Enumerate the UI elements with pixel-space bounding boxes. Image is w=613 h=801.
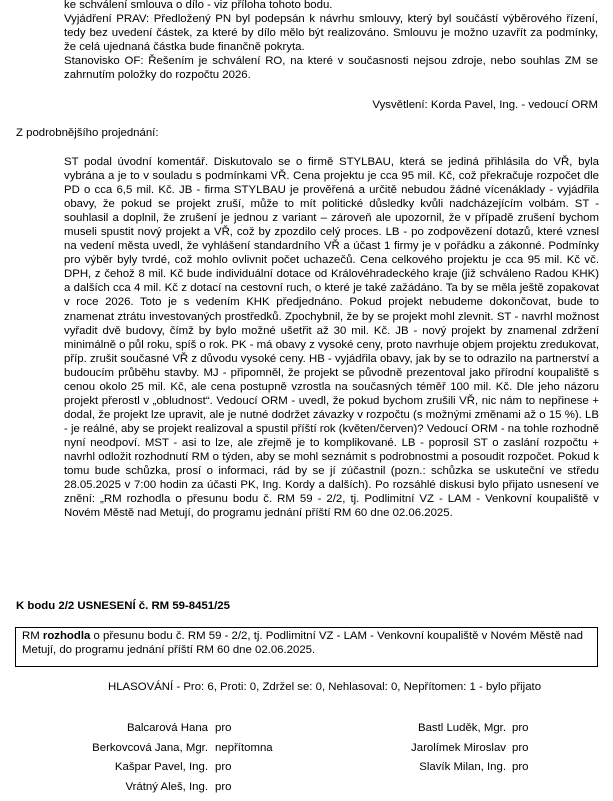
member-vote: pro	[512, 742, 529, 754]
member-name: Bastl Luděk, Mgr.	[417, 722, 506, 734]
member-name: Kašpar Pavel, Ing.	[114, 761, 208, 773]
member-vote: nepřítomna	[215, 742, 273, 754]
member-row	[0, 741, 300, 757]
member-name: Slavík Milan, Ing.	[419, 761, 506, 773]
resolution-heading: K bodu 2/2 USNESENÍ č. RM 59-8451/25	[16, 600, 230, 612]
voting-result: - Pro: 6, Proti: 0, Zdržel se: 0, Nehlasoval: 0, Nepřítomen: 1 - bylo přijato	[173, 681, 542, 693]
resolution-prefix: RM	[22, 630, 43, 642]
member-row	[300, 721, 600, 737]
resolution-box	[15, 627, 598, 667]
member-vote: pro	[512, 761, 529, 773]
detail-heading: Z podrobnějšího projednání:	[16, 127, 159, 139]
member-row	[0, 721, 300, 737]
voting-summary	[108, 680, 541, 694]
member-name: Jarolímek Miroslav	[411, 742, 506, 754]
voting-label: HLASOVÁNÍ	[108, 681, 174, 693]
member-name: Balcarová Hana	[126, 722, 208, 734]
previous-item-text	[64, 0, 598, 83]
finance-statement: Stanovisko OF: Řešením je schválení RO, na které v současnosti nejsou zdroje, nebo souhlas ZM se zahrnutím položky do rozpočtu 2026.	[64, 55, 598, 82]
legal-statement: Vyjádření PRAV: Předložený PN byl podepsán k návrhu smlouvy, který byl součástí výběrového řízení, tedy bez uvedení částek, za které by dílo mělo být realizováno. Smlouvu je možno uzavřít za podmínky, že celá ujednaná částka bude finančně pokryta.	[64, 13, 598, 54]
member-row	[0, 780, 300, 796]
contract-note: ke schválení smlouva o dílo - viz příloha tohoto bodu.	[64, 0, 333, 11]
member-row	[0, 760, 300, 776]
member-name: Vrátný Aleš, Ing.	[125, 781, 208, 793]
member-vote: pro	[215, 722, 232, 734]
member-name: Berkovcová Jana, Mgr.	[92, 742, 208, 754]
member-row	[300, 741, 600, 757]
resolution-verb: rozhodla	[42, 630, 91, 642]
member-vote: pro	[215, 761, 232, 773]
member-row	[300, 760, 600, 776]
explainer-line: Vysvětlení: Korda Pavel, Ing. - vedoucí ORM	[372, 99, 598, 111]
discussion-paragraph: ST podal úvodní komentář. Diskutovalo se o firmě STYLBAU, která se jediná přihlásila do VŘ, byla vybrána a je to v souladu s podmínkami VŘ. Cena projektu je cca 95 mil. Kč, což překračuje rozpočet dle PD o cca 6,5 mil. Kč. JB - firma STYLBAU je prověřená a určitě nebudou žádné vícenáklady - vyjádřila obavy, že pokud se projekt zruší, může to mít politické důsledky kvůli nadcházejícím volbám. ST - souhlasil a doplnil, že zrušení je jednou z variant – zároveň ale upozornil, že v případě zrušení bychom museli spustit nový projekt a VŘ, což by zpozdilo celý proces. LB - po zodpovězení dotazů, které vznesl na vedení města uvedl, že vyhlášení standardního VŘ a účast 1 firmy je v pořádku a zákonné. Podmínky pro výběr byly tvrdé, což mohlo ovlivnit počet uchazečů. Cena celkového projektu je cca 95 mil. Kč vč. DPH, z čehož 8 mil. Kč bude individuální dotace od Královéhradeckého kraje (již schváleno Radou KHK) a dalších cca 4 mil. Kč z dotací na cestovní ruch, o které je také zažádáno. Ta by se měla ještě zopakovat v roce 2026. Toto je s vedením KHK předjednáno. Pokud projekt nebudeme dokončovat, bude to znamenat ztrátu investovaných prostředků. Zpochybnil, že by se projekt mohl zlevnit. ST - navrhl možnost vyřadit dvě budovy, čímž by bylo možné ušetřit až 30 mil. Kč. JB - nový projekt by znamenal zdržení minimálně o půl roku, spíš o rok. PK - má obavy z vysoké ceny, proto navrhuje objem projektu zredukovat, příp. zrušit současné VŘ z důvodu vysoké ceny. HB - vyjádřila obavy, jak by se to odrazilo na partnerství a budoucím průběhu stavby. MJ - připomněl, že projekt se původně prezentoval jako přírodní koupaliště s cenou okolo 25 mil. Kč, ale cena postupně vzrostla na současných téměř 100 mil. Kč. Dle jeho názoru projekt přerostl v „obludnost“. Vedoucí ORM - uvedl, že pokud bychom zrušili VŘ, nic nám to nepřinese + dodal, že projekt lze upravit, ale je nutné dodržet závazky v rozpočtu (s možnými změnami až o 15 %). LB - je reálné, aby se projekt realizoval a spustil příští rok (květen/červen)? Vedoucí ORM - na tohle rozhodně nyní neodpoví. MST - asi to lze, ale zřejmě je to komplikované. LB - poprosil ST o zaslání rozpočtu + navrhl odložit rozhodnutí RM o týden, aby se mohl seznámit s podrobnostmi a posoudit rozpočet. Pokud k tomu bude schůzka, prosí o informaci, rád by se jí zúčastnil (pozn.: schůzka se uskuteční ve středu 28.05.2025 v 7:00 hodin za účasti PK, Ing. Kordy a dalších). Po rozsáhlé diskusi bylo přijato usnesení ve znění: „RM rozhodla o přesunu bodu č. RM 59 - 2/2, tj. Podlimitní VZ - LAM - Venkovní koupaliště v Novém Městě nad Metují, do programu jednání příští RM 60 dne 02.06.2025.	[64, 156, 599, 520]
member-vote: pro	[512, 722, 529, 734]
resolution-text: o přesunu bodu č. RM 59 - 2/2, tj. Podlimitní VZ - LAM - Venkovní koupaliště v Novém Městě nad Metují, do programu jednání příští RM 60 dne 02.06.2025.	[22, 630, 583, 657]
member-vote: pro	[215, 781, 232, 793]
